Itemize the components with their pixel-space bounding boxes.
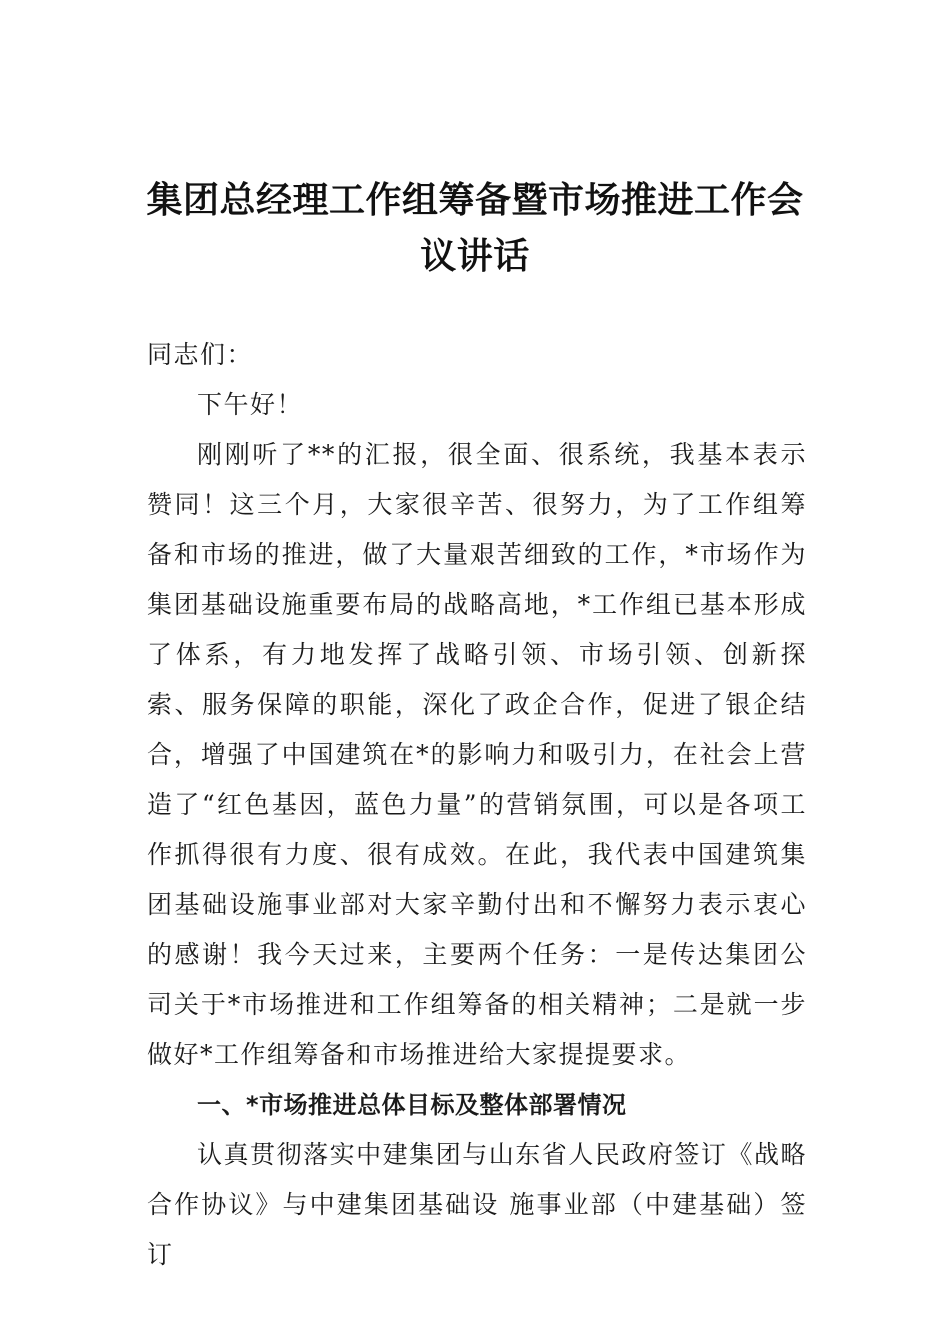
paragraph-2: 认真贯彻落实中建集团与山东省人民政府签订《战略合作协议》与中建集团基础设 施事业部（中建基础）签订: [147, 1140, 807, 1269]
document-title: [120, 172, 830, 284]
document-body: [147, 330, 807, 1280]
title-line-2: 议讲话: [420, 235, 530, 277]
salutation: 同志们：: [147, 340, 254, 369]
paragraph-1: 刚刚听了**的汇报，很全面、很系统，我基本表示赞同！这三个月，大家很辛苦、很努力，为了工作组筹备和市场的推进，做了大量艰苦细致的工作，*市场作为集团基础设施重要布局的战略高地，*工作组已基本形成了体系，有力地发挥了战略引领、市场引领、创新探索、服务保障的职能，深化了政企合作，促进了银企结合，增强了中国建筑在*的影响力和吸引力，在社会上营造了“红色基因，蓝色力量”的营销氛围，可以是各项工作抓得很有力度、很有成效。在此，我代表中国建筑集团基础设施事业部对大家辛勤付出和不懈努力表示衷心的感谢！我今天过来，主要两个任务：一是传达集团公司关于*市场推进和工作组筹备的相关精神；二是就一步做好*工作组筹备和市场推进给大家提提要求。: [147, 440, 807, 1069]
greeting: 下午好！: [197, 390, 304, 419]
section-1-heading: 一、*市场推进总体目标及整体部署情况: [197, 1091, 627, 1119]
title-line-1: 集团总经理工作组筹备暨市场推进工作会: [146, 179, 804, 221]
